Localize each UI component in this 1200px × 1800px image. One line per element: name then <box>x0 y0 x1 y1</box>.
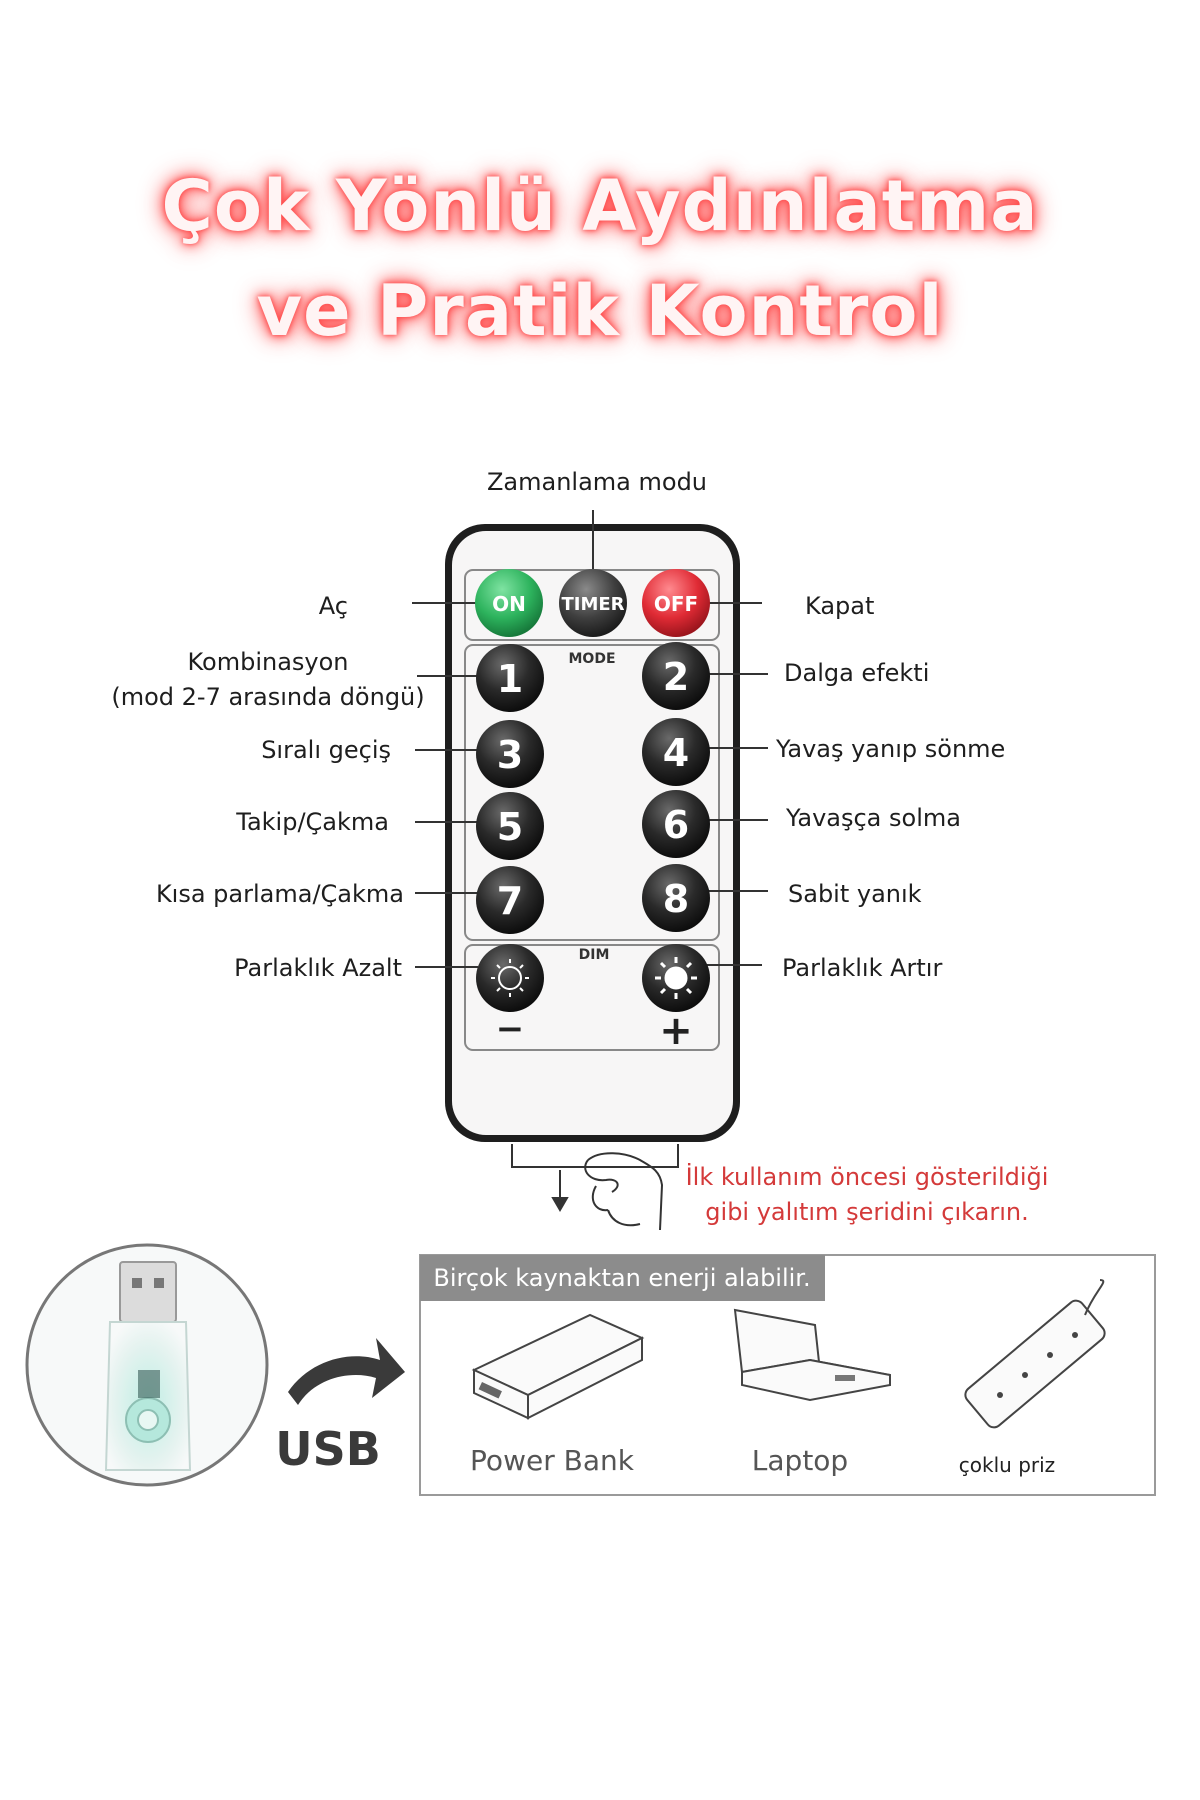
svg-text:TIMER: TIMER <box>561 594 625 615</box>
hand-pulling-icon <box>585 1153 662 1230</box>
svg-text:1: 1 <box>496 657 524 701</box>
label-mode-2: Dalga efekti <box>784 659 930 687</box>
svg-text:5: 5 <box>496 805 524 849</box>
svg-text:7: 7 <box>496 879 524 923</box>
svg-text:ON: ON <box>492 592 526 616</box>
dim-section-label: DIM <box>578 947 610 963</box>
on-button[interactable] <box>475 569 543 637</box>
device-laptop: Laptop <box>751 1444 849 1477</box>
note-line-1: İlk kullanım öncesi gösterildiği <box>685 1163 1049 1191</box>
mode-section-label: MODE <box>568 651 616 667</box>
label-brightness-down: Parlaklık Azalt <box>234 954 402 982</box>
timer-button[interactable] <box>559 569 627 637</box>
label-mode-1-line-2: (mod 2-7 arasında döngü) <box>111 683 425 711</box>
svg-text:8: 8 <box>662 877 690 921</box>
plus-symbol: + <box>659 1008 693 1054</box>
label-timer: Zamanlama modu <box>486 468 708 496</box>
mode-1-button[interactable] <box>476 644 544 712</box>
svg-text:OFF: OFF <box>653 592 699 616</box>
curved-arrow-icon <box>288 1338 405 1405</box>
power-sources-banner-text: Birçok kaynaktan enerji alabilir. <box>433 1264 811 1292</box>
svg-text:2: 2 <box>662 655 690 699</box>
label-mode-8: Sabit yanık <box>788 880 922 908</box>
label-mode-3: Sıralı geçiş <box>261 736 391 764</box>
svg-text:6: 6 <box>662 803 690 847</box>
mode-8-button[interactable] <box>642 864 710 932</box>
label-mode-4: Yavaş yanıp sönme <box>776 735 1006 763</box>
mode-5-button[interactable] <box>476 792 544 860</box>
usb-label: USB <box>275 1422 381 1476</box>
label-mode-5: Takip/Çakma <box>236 808 389 836</box>
brightness-down-button[interactable] <box>476 944 544 1012</box>
note-line-2: gibi yalıtım şeridini çıkarın. <box>705 1198 1029 1226</box>
minus-symbol: − <box>495 1009 525 1049</box>
mode-4-button[interactable] <box>642 718 710 786</box>
label-on: Aç <box>318 592 348 620</box>
off-button[interactable] <box>642 569 710 637</box>
mode-2-button[interactable] <box>642 642 710 710</box>
page-title-line-2: ve Pratik Kontrol <box>256 270 944 352</box>
label-off: Kapat <box>805 592 875 620</box>
usb-plug-image <box>27 1245 267 1485</box>
brightness-up-button[interactable] <box>642 944 710 1012</box>
label-mode-6: Yavaşça solma <box>786 804 961 832</box>
label-mode-1-line-1: Kombinasyon <box>187 648 349 676</box>
insulation-strip <box>512 1144 678 1210</box>
mode-7-button[interactable] <box>476 866 544 934</box>
device-power-bank: Power Bank <box>470 1444 634 1477</box>
svg-text:3: 3 <box>496 733 524 777</box>
mode-3-button[interactable] <box>476 720 544 788</box>
svg-text:4: 4 <box>662 731 690 775</box>
mode-6-button[interactable] <box>642 790 710 858</box>
label-brightness-up: Parlaklık Artır <box>782 954 943 982</box>
label-mode-7: Kısa parlama/Çakma <box>155 880 404 908</box>
page-title-line-1: Çok Yönlü Aydınlatma <box>161 165 1039 247</box>
device-power-strip: çoklu priz <box>958 1453 1056 1477</box>
